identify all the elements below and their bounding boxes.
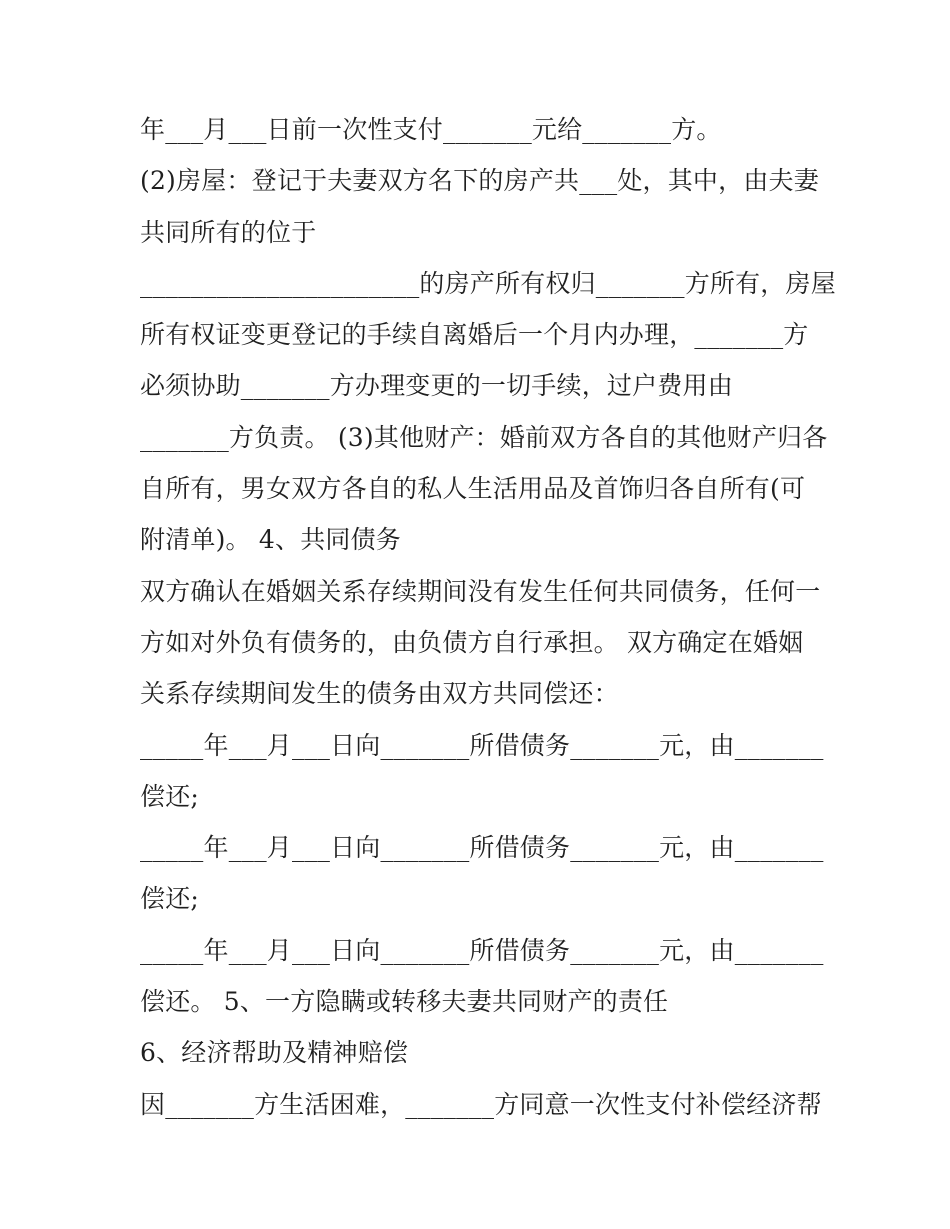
text-line: 附清单)。 4、共同债务 bbox=[140, 525, 402, 555]
text-line: _____年___月___日向_______所借债务_______元，由_______ bbox=[140, 935, 824, 965]
text-line: 偿还; bbox=[140, 781, 200, 811]
text-line: 方如对外负有债务的，由负债方自行承担。 双方确定在婚姻 bbox=[140, 627, 804, 657]
text-line: 6、经济帮助及精神赔偿 bbox=[140, 1038, 409, 1068]
text-line: 共同所有的位于 bbox=[140, 217, 317, 247]
text-line: 关系存续期间发生的债务由双方共同偿还： bbox=[140, 679, 619, 709]
text-line: 双方确认在婚姻关系存续期间没有发生任何共同债务，任何一 bbox=[140, 576, 821, 606]
text-line: 因_______方生活困难，_______方同意一次性支付补偿经济帮 bbox=[140, 1089, 822, 1119]
text-line: _______方负责。 (3)其他财产：婚前双方各自的其他财产归各 bbox=[140, 422, 828, 452]
text-line: 自所有，男女双方各自的私人生活用品及首饰归各自所有(可 bbox=[140, 474, 806, 504]
text-line: 偿还。 5、一方隐瞒或转移夫妻共同财产的责任 bbox=[140, 987, 669, 1017]
text-line: 年___月___日前一次性支付_______元给_______方。 bbox=[140, 115, 722, 144]
text-line: 偿还; bbox=[140, 884, 200, 914]
text-line: 所有权证变更登记的手续自离婚后一个月内办理，_______方 bbox=[140, 320, 809, 350]
text-line: _____年___月___日向_______所借债务_______元，由_______ bbox=[140, 833, 824, 863]
text-line: (2)房屋：登记于夫妻双方名下的房产共___处，其中，由夫妻 bbox=[140, 166, 819, 196]
text-line: ______________________的房产所有权归_______方所有，房屋 bbox=[140, 268, 836, 298]
text-line: _____年___月___日向_______所借债务_______元，由_______ bbox=[140, 730, 824, 760]
text-line: 必须协助_______方办理变更的一切手续，过户费用由 bbox=[140, 371, 733, 401]
document-body bbox=[140, 104, 836, 1130]
